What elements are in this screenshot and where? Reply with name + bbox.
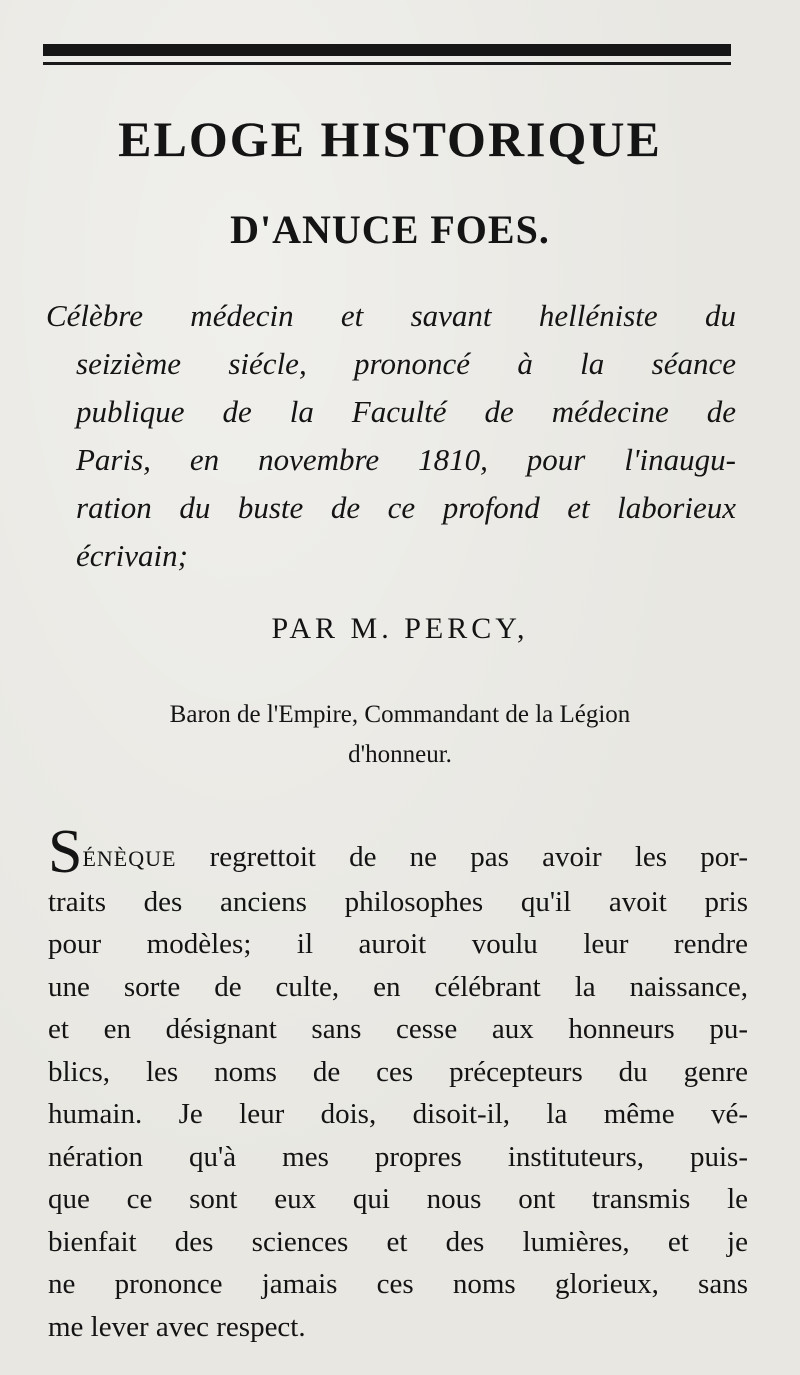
drop-cap: S bbox=[48, 818, 83, 886]
body-line: humain. Je leur dois, disoit-il, la même vé- bbox=[48, 1098, 748, 1130]
header-rule-thick bbox=[43, 44, 731, 56]
body-line: nération qu'à mes propres instituteurs, puis- bbox=[48, 1140, 748, 1173]
body-first-line bbox=[48, 818, 748, 886]
body-line: et en désignant sans cesse aux honneurs pu- bbox=[48, 1013, 748, 1045]
body-line: blics, les noms de ces précepteurs du genre bbox=[48, 1055, 748, 1088]
body-line: que ce sont eux qui nous ont transmis le bbox=[48, 1183, 748, 1215]
dedication-line: Paris, en novembre 1810, pour l'inaugu- bbox=[76, 442, 736, 477]
body-line: ne prononce jamais ces noms glorieux, sans bbox=[48, 1268, 748, 1300]
credentials-line: d'honneur. bbox=[348, 741, 452, 768]
dedication-line: publique de la Faculté de médecine de bbox=[76, 394, 736, 429]
body-first-line-rest: regrettoit de ne pas avoir les por- bbox=[176, 841, 748, 873]
body-line: me lever avec respect. bbox=[48, 1310, 306, 1343]
page-subtitle: D'ANUCE FOES. bbox=[230, 207, 550, 252]
credentials-line: Baron de l'Empire, Commandant de la Légion bbox=[169, 701, 631, 728]
small-caps-word: ÉNÈQUE bbox=[82, 846, 177, 871]
dedication-line: ration du buste de ce profond et laborieux bbox=[76, 490, 736, 525]
body-line: bienfait des sciences et des lumières, et je bbox=[48, 1225, 748, 1258]
body-line: une sorte de culte, en célébrant la naissance, bbox=[48, 970, 748, 1003]
author-credentials bbox=[60, 695, 740, 775]
dedication-line: seizième siécle, prononcé à la séance bbox=[76, 346, 736, 381]
dedication-line: Célèbre médecin et savant helléniste du bbox=[46, 298, 736, 333]
header-rule-thin bbox=[43, 62, 731, 65]
body-line: pour modèles; il auroit voulu leur rendre bbox=[48, 928, 748, 960]
body-paragraph bbox=[48, 818, 748, 1348]
dedication-paragraph bbox=[46, 292, 736, 580]
author-byline: PAR M. PERCY, bbox=[271, 612, 529, 645]
page-title: ELOGE HISTORIQUE bbox=[118, 111, 662, 167]
body-line: traits des anciens philosophes qu'il avoit pris bbox=[48, 885, 748, 918]
dedication-line: écrivain; bbox=[76, 538, 188, 573]
